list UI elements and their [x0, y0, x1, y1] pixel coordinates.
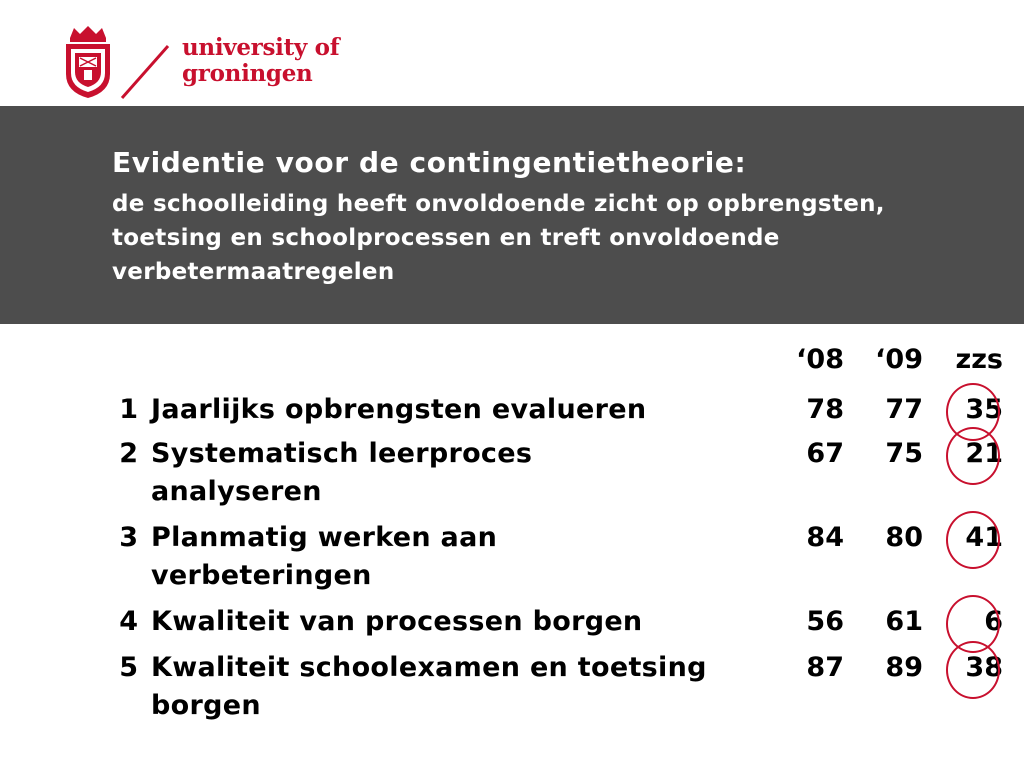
column-header-09: ‘09	[875, 344, 923, 375]
results-table	[0, 324, 1024, 768]
wordmark-line-1: university of	[182, 34, 340, 61]
value-08: 87	[806, 652, 844, 683]
value-08: 56	[806, 606, 844, 637]
slide-subtitle: de schoolleiding heeft onvoldoende zicht op opbrengsten, toetsing en schoolprocessen en treft onvoldoende verbetermaatregelen	[112, 191, 885, 285]
value-zzs: 41	[965, 522, 1003, 553]
logo-header	[0, 0, 1024, 106]
wordmark-line-2: groningen	[182, 60, 313, 87]
row-label: Systematisch leerproces analyseren	[151, 438, 533, 507]
value-09: 89	[885, 652, 923, 683]
row-label: Kwaliteit schoolexamen en toetsing borgen	[151, 652, 707, 721]
title-banner	[0, 106, 1024, 324]
value-09: 80	[885, 522, 923, 553]
value-09: 77	[885, 394, 923, 425]
university-crest-icon	[62, 24, 114, 100]
highlight-circle	[946, 641, 1000, 699]
value-zzs: 6	[984, 606, 1003, 637]
highlight-circle	[946, 511, 1000, 569]
row-label: Kwaliteit van processen borgen	[151, 606, 643, 637]
column-header-zzs: zzs	[955, 344, 1003, 375]
value-09: 75	[885, 438, 923, 469]
value-zzs: 38	[965, 652, 1003, 683]
logo-divider-slash	[118, 44, 172, 100]
row-label: Jaarlijks opbrengsten evalueren	[151, 394, 647, 425]
value-zzs: 35	[965, 394, 1003, 425]
column-header-08: ‘08	[796, 344, 844, 375]
highlight-circle	[946, 427, 1000, 485]
row-number: 3	[119, 522, 138, 553]
university-wordmark	[182, 35, 339, 87]
row-number: 4	[119, 606, 138, 637]
row-number: 2	[119, 438, 138, 469]
value-zzs: 21	[965, 438, 1003, 469]
value-09: 61	[885, 606, 923, 637]
value-08: 78	[806, 394, 844, 425]
row-label: Planmatig werken aan verbeteringen	[151, 522, 498, 591]
row-number: 5	[119, 652, 138, 683]
value-08: 84	[806, 522, 844, 553]
value-08: 67	[806, 438, 844, 469]
row-number: 1	[119, 394, 138, 425]
slide-title: Evidentie voor de contingentietheorie:	[112, 146, 747, 179]
